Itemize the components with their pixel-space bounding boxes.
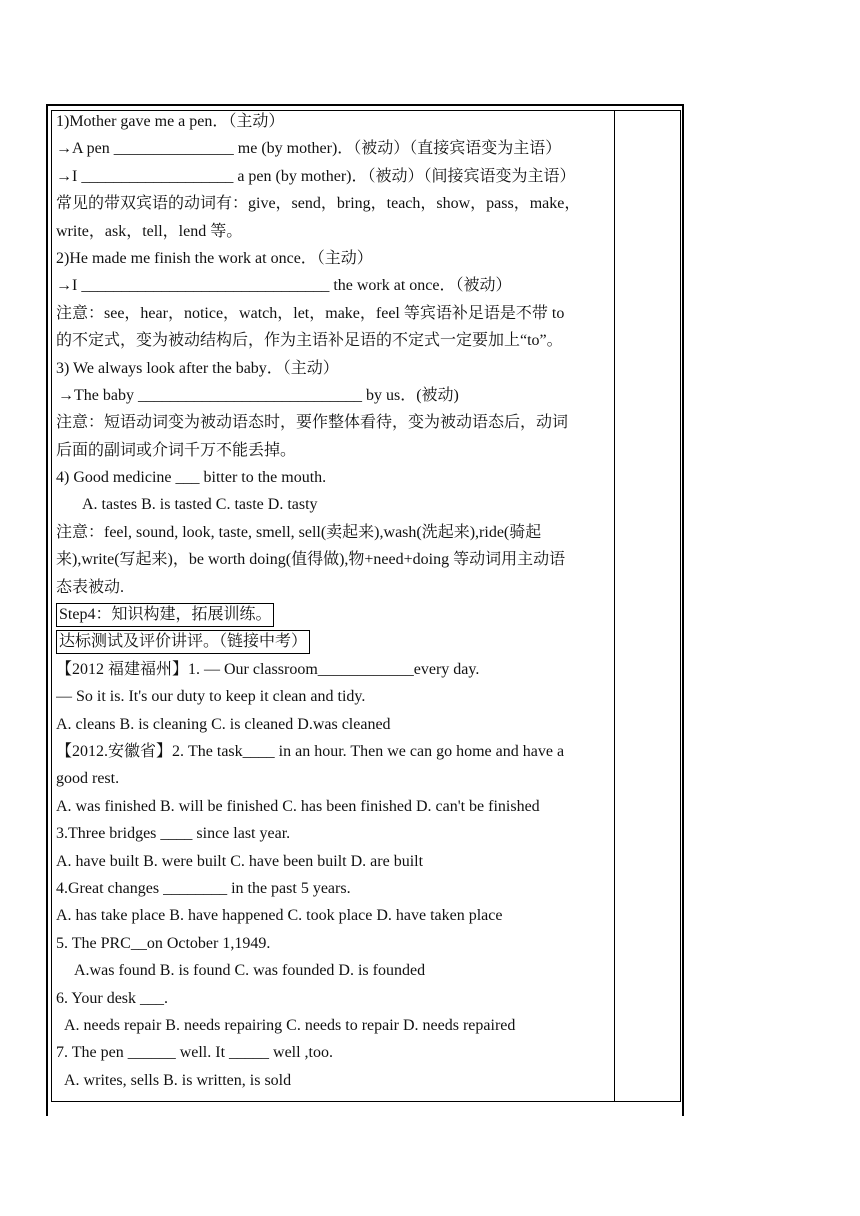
text-line: 3) We always look after the baby．（主动） [56, 359, 339, 377]
note-line: 注意：feel, sound, look, taste, smell, sell(卖起来),wash(洗起来),ride(骑起 [56, 523, 542, 541]
text-line: 4) Good medicine ___ bitter to the mouth. [56, 469, 327, 487]
note-line: 后面的副词或介词千万不能丢掉。 [56, 441, 297, 459]
test-row [56, 628, 612, 655]
note-line: 注意：see，hear，notice，watch，let，make，feel 等宾语补足语是不带 to [56, 304, 565, 322]
text-line: →I ___________________ a pen (by mother)．（被动）（间接宾语变为主语） [56, 167, 576, 185]
text-line: write，ask，tell，lend 等。 [56, 222, 243, 240]
note-line: 态表被动. [56, 578, 125, 596]
options-line: A.was found B. is found C. was founded D. is founded [74, 962, 426, 980]
question-line: 3.Three bridges ____ since last year. [56, 825, 291, 843]
options-line: A. tastes B. is tasted C. taste D. tasty [82, 496, 318, 514]
question-line: 7. The pen ______ well. It _____ well ,too. [56, 1044, 333, 1062]
text-line: →The baby ____________________________ by us．(被动) [58, 386, 459, 404]
note-line: 的不定式，变为被动结构后，作为主语补足语的不定式一定要加上“to”。 [56, 332, 563, 350]
options-line: A. was finished B. will be finished C. has been finished D. can't be finished [56, 797, 540, 815]
note-line: 来),write(写起来)，be worth doing(值得做),物+need+doing 等动词用主动语 [56, 551, 566, 569]
question-line: good rest. [56, 770, 120, 788]
column-divider [614, 110, 615, 1102]
question-line: 【2012 福建福州】1. — Our classroom____________every day. [56, 660, 480, 678]
main-cell [56, 108, 612, 1094]
text-line: 常见的带双宾语的动词有：give，send，bring，teach，show，pass，make， [56, 195, 581, 213]
question-line: — So it is. It's our duty to keep it clean and tidy. [56, 688, 366, 706]
text-line: →A pen _______________ me (by mother)．（被动）（直接宾语变为主语） [56, 140, 562, 158]
text-line: →I _______________________________ the work at once．（被动） [56, 277, 512, 295]
step4-row [56, 601, 612, 628]
test-label: 达标测试及评价讲评。（链接中考） [56, 630, 310, 654]
question-line: 4.Great changes ________ in the past 5 years. [56, 879, 351, 897]
options-line: A. has take place B. have happened C. took place D. have taken place [56, 907, 503, 925]
question-line: 【2012.安徽省】2. The task____ in an hour. Then we can go home and have a [56, 742, 565, 760]
question-line: 5. The PRC__on October 1,1949. [56, 934, 271, 952]
note-line: 注意：短语动词变为被动语态时，要作整体看待，变为被动语态后，动词 [56, 414, 569, 432]
question-line: 6. Your desk ___. [56, 989, 169, 1007]
text-line: 2)He made me finish the work at once．（主动） [56, 249, 373, 267]
options-line: A. writes, sells B. is written, is sold [64, 1071, 292, 1089]
options-line: A. needs repair B. needs repairing C. needs to repair D. needs repaired [64, 1016, 516, 1034]
step4-label: Step4：知识构建，拓展训练。 [56, 603, 274, 627]
text-line: 1)Mother gave me a pen．（主动） [56, 113, 285, 130]
options-line: A. have built B. were built C. have been built D. are built [56, 852, 424, 870]
options-line: A. cleans B. is cleaning C. is cleaned D.was cleaned [56, 715, 391, 733]
